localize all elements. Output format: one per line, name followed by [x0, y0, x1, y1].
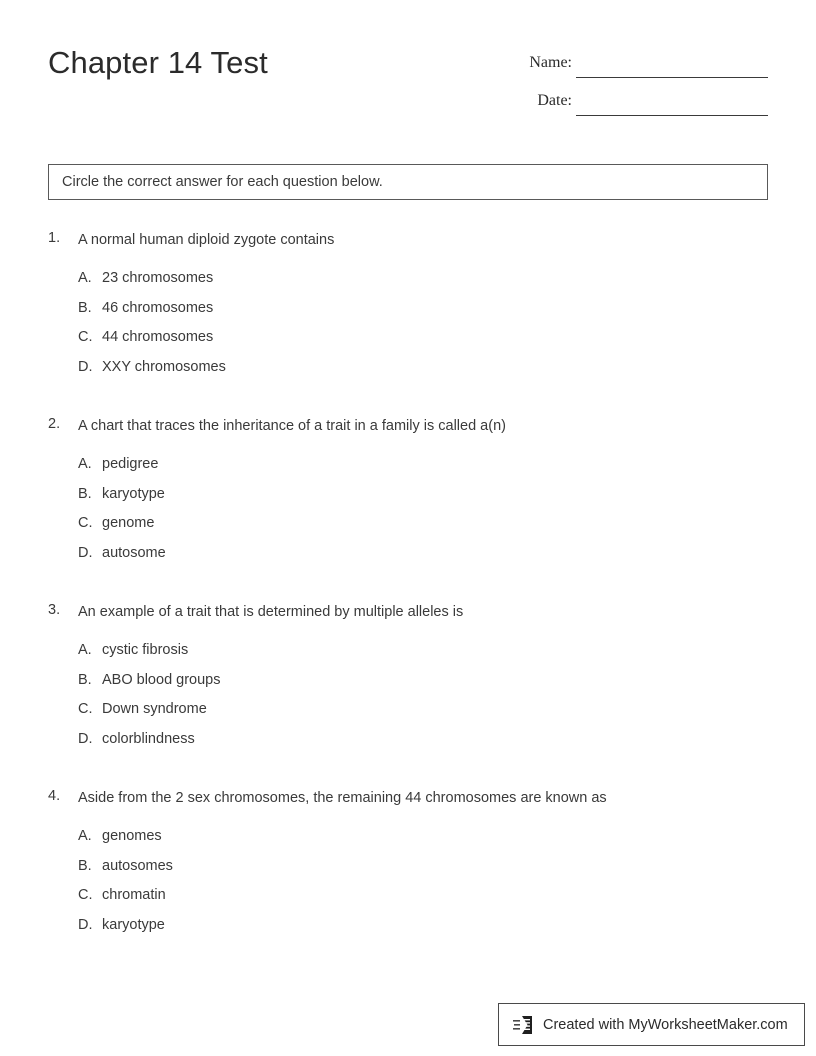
option-text: cystic fibrosis	[102, 642, 189, 658]
question-number: 2.	[48, 416, 61, 432]
option-text: karyotype	[102, 916, 165, 933]
name-date-fields	[516, 50, 768, 126]
question-text: A normal human diploid zygote contains	[78, 232, 335, 248]
option-text: pedigree	[102, 456, 159, 472]
option-row[interactable]	[48, 731, 768, 761]
option-letter: D.	[78, 916, 93, 933]
option-list	[48, 456, 768, 574]
option-text: genomes	[102, 828, 162, 844]
question-block	[48, 788, 768, 946]
question-text: An example of a trait that is determined by multiple alleles is	[78, 604, 464, 620]
option-row[interactable]	[48, 545, 768, 575]
date-field-label: Date:	[537, 92, 572, 109]
option-letter: A.	[78, 270, 92, 286]
option-row[interactable]	[48, 329, 768, 359]
option-text: Down syndrome	[102, 701, 207, 717]
option-letter: C.	[78, 887, 93, 903]
question-number: 1.	[48, 230, 61, 246]
option-row[interactable]	[48, 359, 768, 389]
footer-attribution-badge[interactable]	[498, 1003, 805, 1046]
question-heading	[48, 602, 768, 624]
option-text: 23 chromosomes	[102, 270, 214, 286]
option-row[interactable]	[48, 515, 768, 545]
option-text: chromatin	[102, 887, 166, 903]
option-letter: D.	[78, 358, 93, 375]
option-row[interactable]	[48, 917, 768, 947]
option-row[interactable]	[48, 456, 768, 486]
option-text: XXY chromosomes	[102, 358, 226, 375]
instruction-box	[48, 164, 768, 200]
option-text: genome	[102, 515, 155, 531]
question-block	[48, 230, 768, 388]
name-field-row	[516, 50, 768, 88]
option-text: ABO blood groups	[102, 671, 221, 688]
option-text: 44 chromosomes	[102, 329, 214, 345]
option-list	[48, 828, 768, 946]
question-heading	[48, 230, 768, 252]
worksheet-header	[48, 44, 768, 134]
question-block	[48, 602, 768, 760]
option-row[interactable]	[48, 486, 768, 516]
option-letter: A.	[78, 456, 92, 472]
option-row[interactable]	[48, 642, 768, 672]
option-row[interactable]	[48, 828, 768, 858]
option-row[interactable]	[48, 672, 768, 702]
instruction-text: Circle the correct answer for each question below.	[62, 174, 383, 190]
option-text: karyotype	[102, 485, 165, 502]
question-number: 3.	[48, 602, 61, 618]
footer-attribution-text: Created with MyWorksheetMaker.com	[543, 1016, 788, 1033]
option-row[interactable]	[48, 887, 768, 917]
option-text: autosomes	[102, 857, 173, 874]
question-number: 4.	[48, 788, 61, 804]
option-letter: C.	[78, 329, 93, 345]
option-text: 46 chromosomes	[102, 299, 214, 316]
option-letter: B.	[78, 671, 92, 688]
question-block	[48, 416, 768, 574]
option-row[interactable]	[48, 270, 768, 300]
option-row[interactable]	[48, 858, 768, 888]
date-field-rule[interactable]	[576, 115, 768, 116]
option-letter: A.	[78, 642, 92, 658]
name-field-rule[interactable]	[576, 77, 768, 78]
option-letter: B.	[78, 857, 92, 874]
option-letter: D.	[78, 544, 93, 561]
worksheet-maker-logo-icon	[513, 1013, 535, 1037]
option-row[interactable]	[48, 701, 768, 731]
option-text: colorblindness	[102, 730, 195, 747]
option-letter: C.	[78, 515, 93, 531]
option-list	[48, 270, 768, 388]
question-heading	[48, 788, 768, 810]
option-text: autosome	[102, 544, 166, 561]
option-letter: A.	[78, 828, 92, 844]
option-letter: D.	[78, 730, 93, 747]
option-letter: B.	[78, 299, 92, 316]
questions-list	[48, 230, 768, 974]
option-list	[48, 642, 768, 760]
option-letter: B.	[78, 485, 92, 502]
question-heading	[48, 416, 768, 438]
option-letter: C.	[78, 701, 93, 717]
question-text: A chart that traces the inheritance of a trait in a family is called a(n)	[78, 418, 506, 434]
question-text: Aside from the 2 sex chromosomes, the remaining 44 chromosomes are known as	[78, 790, 607, 806]
name-field-label: Name:	[529, 54, 572, 71]
page-title: Chapter 14 Test	[48, 45, 268, 80]
option-row[interactable]	[48, 300, 768, 330]
date-field-row	[516, 88, 768, 126]
